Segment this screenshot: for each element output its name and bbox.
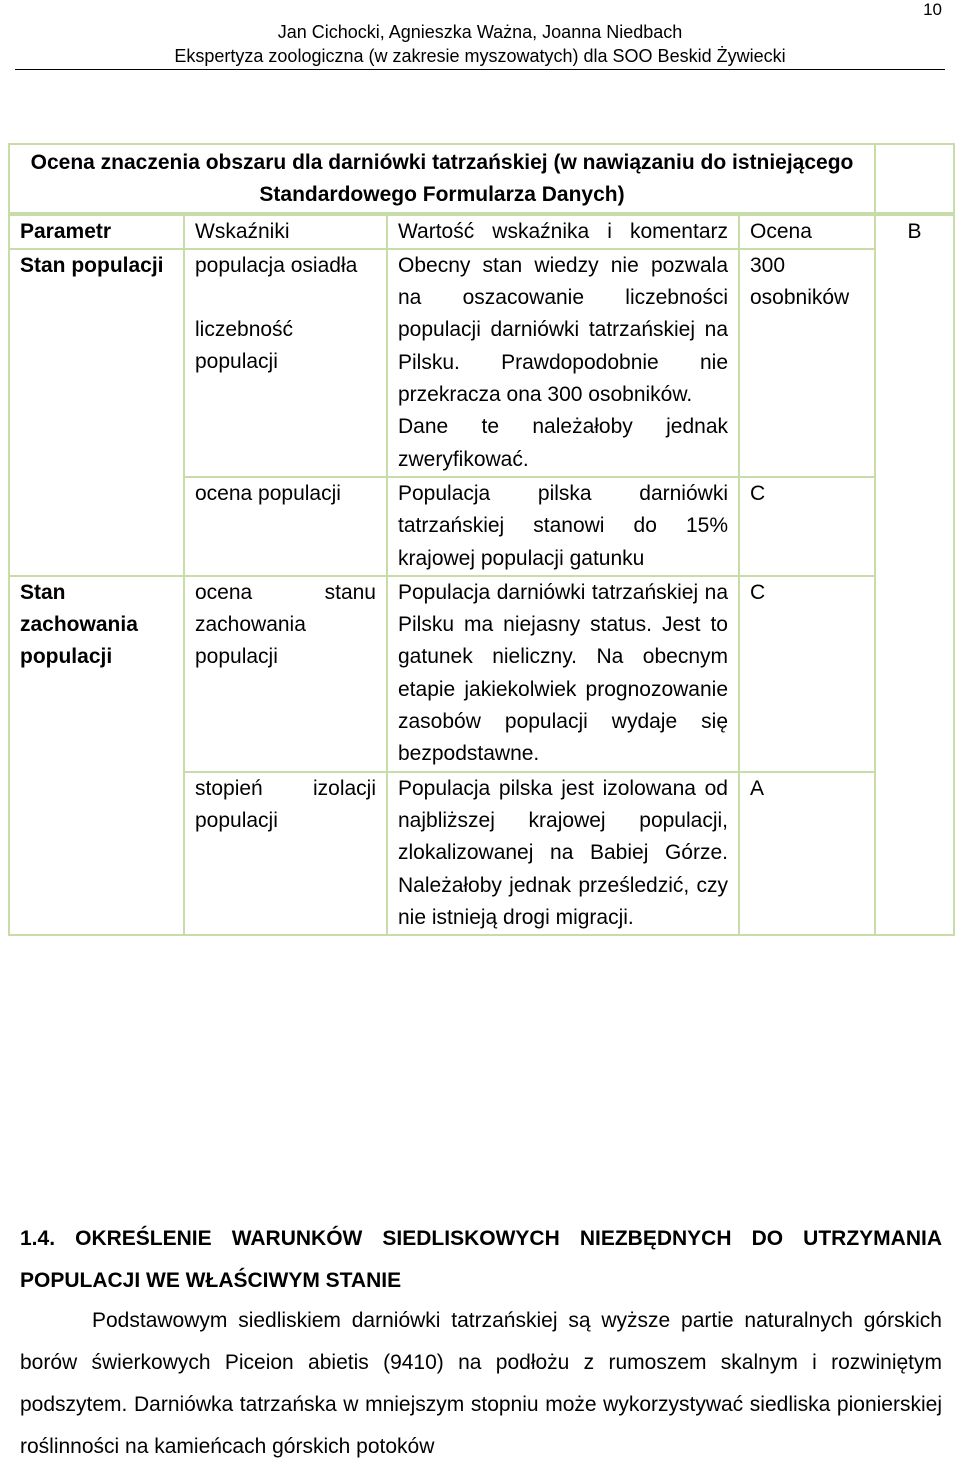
rating-izolacja: A: [739, 772, 875, 935]
rating-liczebnosc: 300 osobników: [739, 249, 875, 477]
table-title-row: [9, 144, 954, 214]
indicator-liczebnosc: liczebność populacji: [195, 318, 294, 374]
header-wartosc: Wartość wskaźnika i komentarz: [387, 214, 739, 249]
param-stan-populacji: Stan populacji: [9, 249, 184, 576]
header-rule: [15, 69, 945, 70]
overall-rating: B: [875, 214, 954, 936]
value-izolacja: Populacja pilska jest izolowana od najbliższej krajowej populacji, zlokalizowanej na Babiej Górze. Należałoby jednak prześledzić, czy nie istnieją drogi migracji.: [387, 772, 739, 935]
table-row: [9, 576, 954, 772]
rating-ocena-populacji: C: [739, 477, 875, 576]
param-stan-zachowania: Stan zachowania populacji: [9, 576, 184, 935]
body-paragraph: Podstawowym siedliskiem darniówki tatrzańskiej są wyższe partie naturalnych górskich borów świerkowych Piceion abietis (9410) na podłożu z rumoszem skalnym i rozwiniętym podszytem. Darniówka tatrzańska w mniejszym stopniu może wykorzystywać siedliska pionierskiej roślinności na kamieńcach górskich potoków: [20, 1309, 942, 1458]
header-report-title: Ekspertyza zoologiczna (w zakresie myszowatych) dla SOO Beskid Żywiecki: [174, 46, 786, 66]
indicator-izolacja: stopień izolacji populacji: [184, 772, 387, 935]
header-parametr: Parametr: [9, 214, 184, 249]
running-header: [0, 20, 960, 68]
value-cell: [387, 249, 739, 477]
rating-ocena-stanu: C: [739, 576, 875, 772]
page-number: 10: [923, 0, 942, 19]
section-heading: 1.4. OKREŚLENIE WARUNKÓW SIEDLISKOWYCH NIEZBĘDNYCH DO UTRZYMANIA POPULACJI WE WŁAŚCIWYM STANIE: [20, 1227, 942, 1292]
assessment-table: [8, 143, 955, 936]
indicator-cell: [184, 249, 387, 477]
body-text: [20, 1300, 942, 1468]
table-row: [9, 249, 954, 477]
indicator-populacja-osiadla: populacja osiadła: [195, 253, 358, 277]
value-liczebnosc-note: Dane te należałoby jednak zweryfikować.: [398, 415, 728, 471]
empty-corner-cell: [875, 144, 954, 214]
header-authors: Jan Cichocki, Agnieszka Ważna, Joanna Niedbach: [277, 22, 683, 42]
indicator-ocena-stanu: ocena stanu zachowania populacji: [184, 576, 387, 772]
header-ocena: Ocena: [739, 214, 875, 249]
value-ocena-populacji: Populacja pilska darniówki tatrzańskiej stanowi do 15% krajowej populacji gatunku: [387, 477, 739, 576]
value-ocena-stanu: Populacja darniówki tatrzańskiej na Pilsku ma niejasny status. Jest to gatunek nieliczny. Na obecnym etapie jakiekolwiek prognozowanie zasobów populacji wydaje się bezpodstawne.: [387, 576, 739, 772]
indicator-ocena-populacji: ocena populacji: [184, 477, 387, 576]
value-liczebnosc: Obecny stan wiedzy nie pozwala na oszacowanie liczebności populacji darniówki tatrzańskiej na Pilsku. Prawdopodobnie nie przekracza ona 300 osobników.: [398, 253, 728, 407]
table-header-row: [9, 214, 954, 249]
header-wskazniki: Wskaźniki: [184, 214, 387, 249]
spacer: [195, 282, 376, 314]
table-title: Ocena znaczenia obszaru dla darniówki tatrzańskiej (w nawiązaniu do istniejącego Standardowego Formularza Danych): [9, 144, 875, 214]
